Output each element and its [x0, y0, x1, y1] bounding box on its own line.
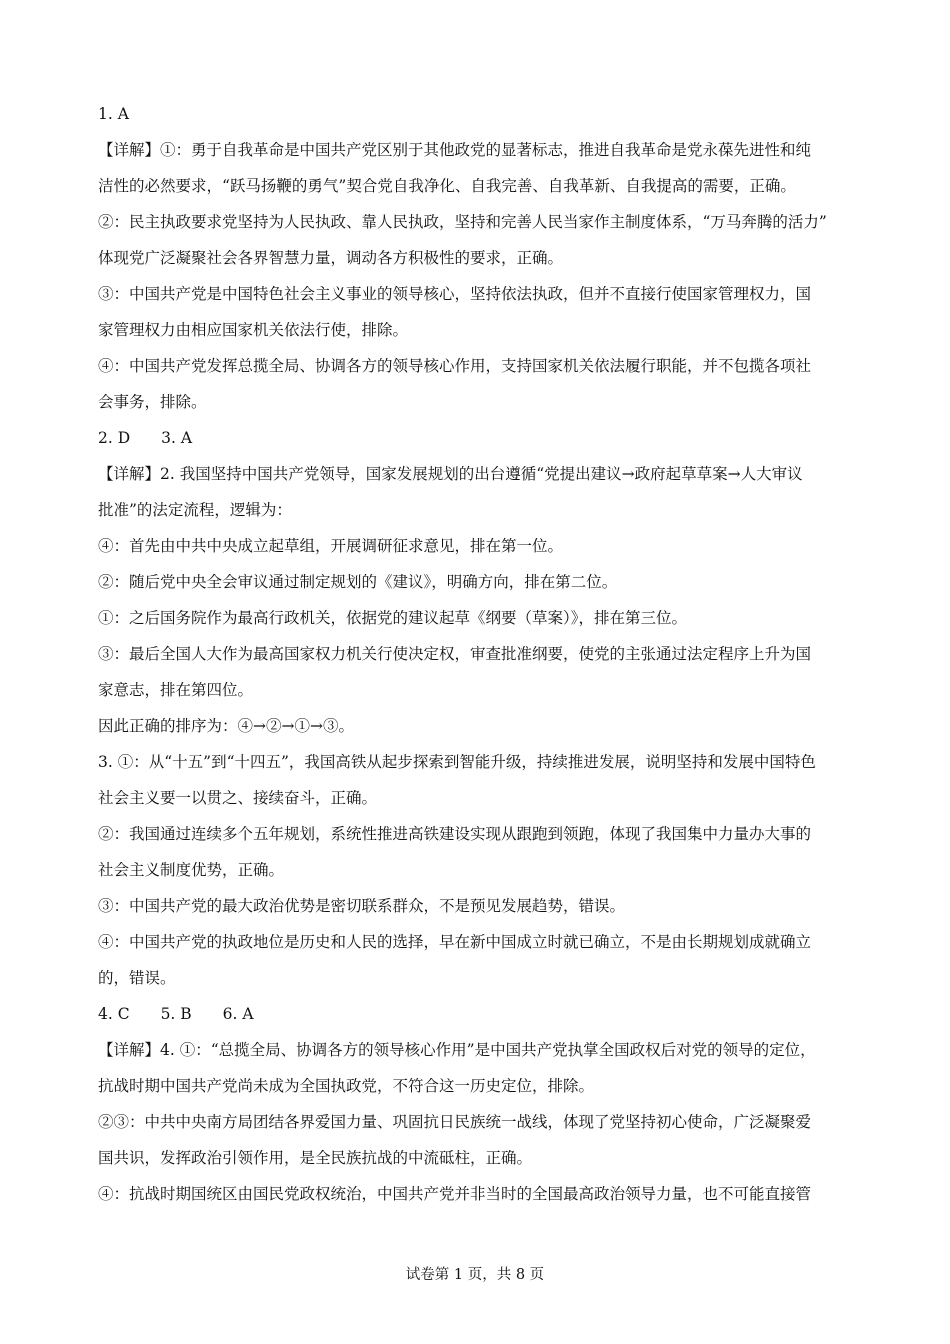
text-line: 洁性的必然要求，“跃马扬鞭的勇气”契合党自我净化、自我完善、自我革新、自我提高的需要，正确。: [98, 177, 796, 195]
text-line: 2. D 3. A: [98, 429, 193, 447]
page-footer: 试卷第 1 页，共 8 页: [405, 1267, 545, 1283]
text-line: ③：中国共产党的最大政治优势是密切联系群众，不是预见发展趋势，错误。: [98, 897, 626, 915]
text-line: ②：民主执政要求党坚持为人民执政、靠人民执政，坚持和完善人民当家作主制度体系，“万马奔腾的活力”: [98, 213, 827, 231]
text-line: ②：我国通过连续多个五年规划，系统性推进高铁建设实现从跟跑到领跑，体现了我国集中力量办大事的: [98, 825, 812, 843]
text-line: 1. A: [98, 105, 129, 123]
text-line: ④：中国共产党发挥总揽全局、协调各方的领导核心作用，支持国家机关依法履行职能，并不包揽各项社: [98, 357, 812, 375]
text-line: 家意志，排在第四位。: [98, 681, 254, 699]
text-line: 家管理权力由相应国家机关依法行使，排除。: [98, 321, 409, 339]
text-line: 批准”的法定流程，逻辑为：: [98, 501, 292, 519]
text-line: 会事务，排除。: [98, 393, 207, 411]
text-line: 社会主义要一以贯之、接续奋斗，正确。: [98, 789, 378, 807]
text-line: 抗战时期中国共产党尚未成为全国执政党，不符合这一历史定位，排除。: [98, 1077, 595, 1095]
answer-document: [98, 96, 856, 1212]
text-line: ②③：中共中央南方局团结各界爱国力量、巩固抗日民族统一战线，体现了党坚持初心使命，广泛凝聚爱: [98, 1113, 812, 1131]
text-line: 【详解】①：勇于自我革命是中国共产党区别于其他政党的显著标志，推进自我革命是党永葆先进性和纯: [98, 141, 812, 159]
text-line: 4. C 5. B 6. A: [98, 1005, 254, 1023]
text-line: ④：中国共产党的执政地位是历史和人民的选择，早在新中国成立时就已确立，不是由长期规划成就确立: [98, 933, 812, 951]
text-line: 因此正确的排序为：④→②→①→③。: [98, 717, 354, 735]
text-line: 国共识，发挥政治引领作用，是全民族抗战的中流砥柱，正确。: [98, 1149, 533, 1167]
text-line: ④：抗战时期国统区由国民党政权统治，中国共产党并非当时的全国最高政治领导力量，也不可能直接管: [98, 1185, 812, 1203]
text-line: ④：首先由中共中央成立起草组，开展调研征求意见，排在第一位。: [98, 537, 564, 555]
text-line: 【详解】4. ①：“总揽全局、协调各方的领导核心作用”是中国共产党执掌全国政权后对党的领导的定位，: [98, 1041, 816, 1059]
text-line: ③：最后全国人大作为最高国家权力机关行使决定权，审查批准纲要，使党的主张通过法定程序上升为国: [98, 645, 812, 663]
text-line: 体现党广泛凝聚社会各界智慧力量，调动各方积极性的要求，正确。: [98, 249, 564, 267]
text-line: 【详解】2. 我国坚持中国共产党领导，国家发展规划的出台遵循“党提出建议→政府起草草案→人大审议: [98, 465, 803, 483]
text-line: 社会主义制度优势，正确。: [98, 861, 285, 879]
text-line: ③：中国共产党是中国特色社会主义事业的领导核心，坚持依法执政，但并不直接行使国家管理权力，国: [98, 285, 812, 303]
text-line: ①：之后国务院作为最高行政机关，依据党的建议起草《纲要（草案）》，排在第三位。: [98, 609, 688, 627]
text-line: 3. ①：从“十五”到“十四五”，我国高铁从起步探索到智能升级，持续推进发展，说明坚持和发展中国特色: [98, 753, 816, 771]
text-line: ②：随后党中央全会审议通过制定规划的《建议》，明确方向，排在第二位。: [98, 573, 618, 591]
text-line: 的，错误。: [98, 969, 176, 987]
